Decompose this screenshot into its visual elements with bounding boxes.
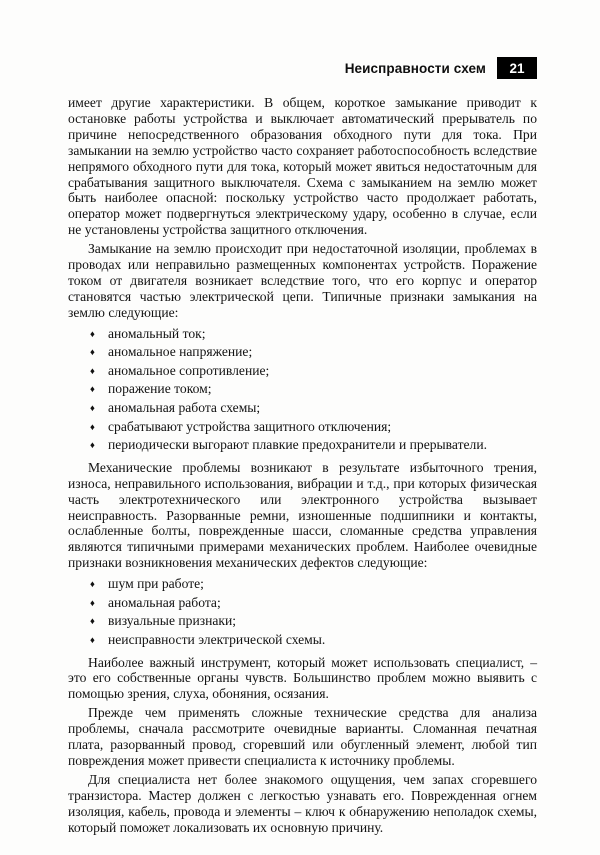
list-item-text: аномальная работа; (108, 594, 221, 610)
diamond-bullet-icon: ♦ (90, 329, 95, 340)
diamond-bullet-icon: ♦ (90, 580, 95, 591)
list-item-text: срабатывают устройства защитного отключения; (108, 418, 392, 434)
list-item (90, 419, 537, 438)
diamond-bullet-icon: ♦ (90, 348, 95, 359)
body-text (68, 95, 537, 836)
list-item (90, 400, 537, 419)
paragraph-mechanical-problems: Механические проблемы возникают в результате избыточного трения, износа, неправильного использования, вибрации и т.д., при которых физическая часть электротехнического или электронного устройства вызывает неисправность. Разорванные ремни, изношенные подшипники и контакты, ослабленные болты, поврежденные шасси, сломанные средства управления являются типичными примерами механических проблем. Наиболее очевидные признаки возникновения механических дефектов следующие: (68, 459, 537, 571)
diamond-bullet-icon: ♦ (90, 441, 95, 452)
paragraph-obvious-checks: Прежде чем применять сложные технические средства для анализа проблемы, сначала рассмотрите очевидные варианты. Сломанная печатная плата, разорванный провод, сгоревший или обугленный элемент, любой тип повреждения может привести специалиста к источнику проблемы. (68, 705, 537, 768)
paragraph-senses-tool: Наиболее важный инструмент, который может использовать специалист, – это его собственные органы чувств. Большинство проблем можно выявить с помощью зрения, слуха, обоняния, осязания. (68, 654, 537, 702)
diamond-bullet-icon: ♦ (90, 385, 95, 396)
diamond-bullet-icon: ♦ (90, 635, 95, 646)
list-item-text: аномальное сопротивление; (108, 362, 270, 378)
diamond-bullet-icon: ♦ (90, 598, 95, 609)
page-header (68, 57, 537, 79)
list-item-text: неисправности электрической схемы. (108, 631, 326, 647)
list-item (90, 613, 537, 632)
list-item (90, 326, 537, 345)
list-item (90, 576, 537, 595)
list-item-text: аномальное напряжение; (108, 344, 253, 360)
list-item (90, 632, 537, 651)
diamond-bullet-icon: ♦ (90, 617, 95, 628)
list-item (90, 595, 537, 614)
list-item (90, 437, 537, 456)
paragraph-burnt-smell: Для специалиста нет более знакомого ощущения, чем запах сгоревшего транзистора. Мастер должен с легкостью узнавать его. Поврежденная огнем изоляция, кабель, провода и элементы – ключ к обнаружению неполадок схемы, который поможет локализовать их основную причину. (68, 771, 537, 835)
list-item (90, 363, 537, 382)
diamond-bullet-icon: ♦ (90, 366, 95, 377)
list-item-text: поражение током; (108, 381, 212, 397)
paragraph-ground-fault: Замыкание на землю происходит при недостаточной изоляции, проблемах в проводах или неправильно размещенных компонентах устройств. Поражение током от двигателя возникает вследствие того, что его корпус и оператор становятся частью электрической цепи. Типичные признаки замыкания на землю следующие: (68, 241, 537, 320)
paragraph-short-circuit: имеет другие характеристики. В общем, короткое замыкание приводит к остановке работы устройства и выключает автоматический прерыватель по причине непосредственного образования обходного пути для тока. При замыкании на землю устройство часто сохраняет работоспособность вследствие непрямого обходного пути для тока, который может явиться недостаточным для срабатывания защитного выключателя. Схема с замыканием на землю может быть наиболее опасной: поскольку устройство часто продолжает работать, оператор может подвергнуться электрическому удару, особенно в случае, если не установлены устройства защитного отключения. (68, 95, 537, 238)
ground-fault-symptom-list (68, 326, 537, 456)
page-number: 21 (509, 60, 525, 76)
running-title: Неисправности схем (344, 60, 486, 76)
list-item-text: аномальная работа схемы; (108, 400, 261, 416)
list-item (90, 344, 537, 363)
list-item-text: периодически выгорают плавкие предохранители и прерыватели. (108, 437, 488, 453)
list-item-text: аномальный ток; (108, 325, 206, 341)
page-number-badge (497, 57, 537, 79)
diamond-bullet-icon: ♦ (90, 404, 95, 415)
diamond-bullet-icon: ♦ (90, 422, 95, 433)
list-item-text: шум при работе; (108, 576, 204, 592)
list-item-text: визуальные признаки; (108, 613, 237, 629)
list-item (90, 381, 537, 400)
mechanical-symptom-list (68, 576, 537, 650)
